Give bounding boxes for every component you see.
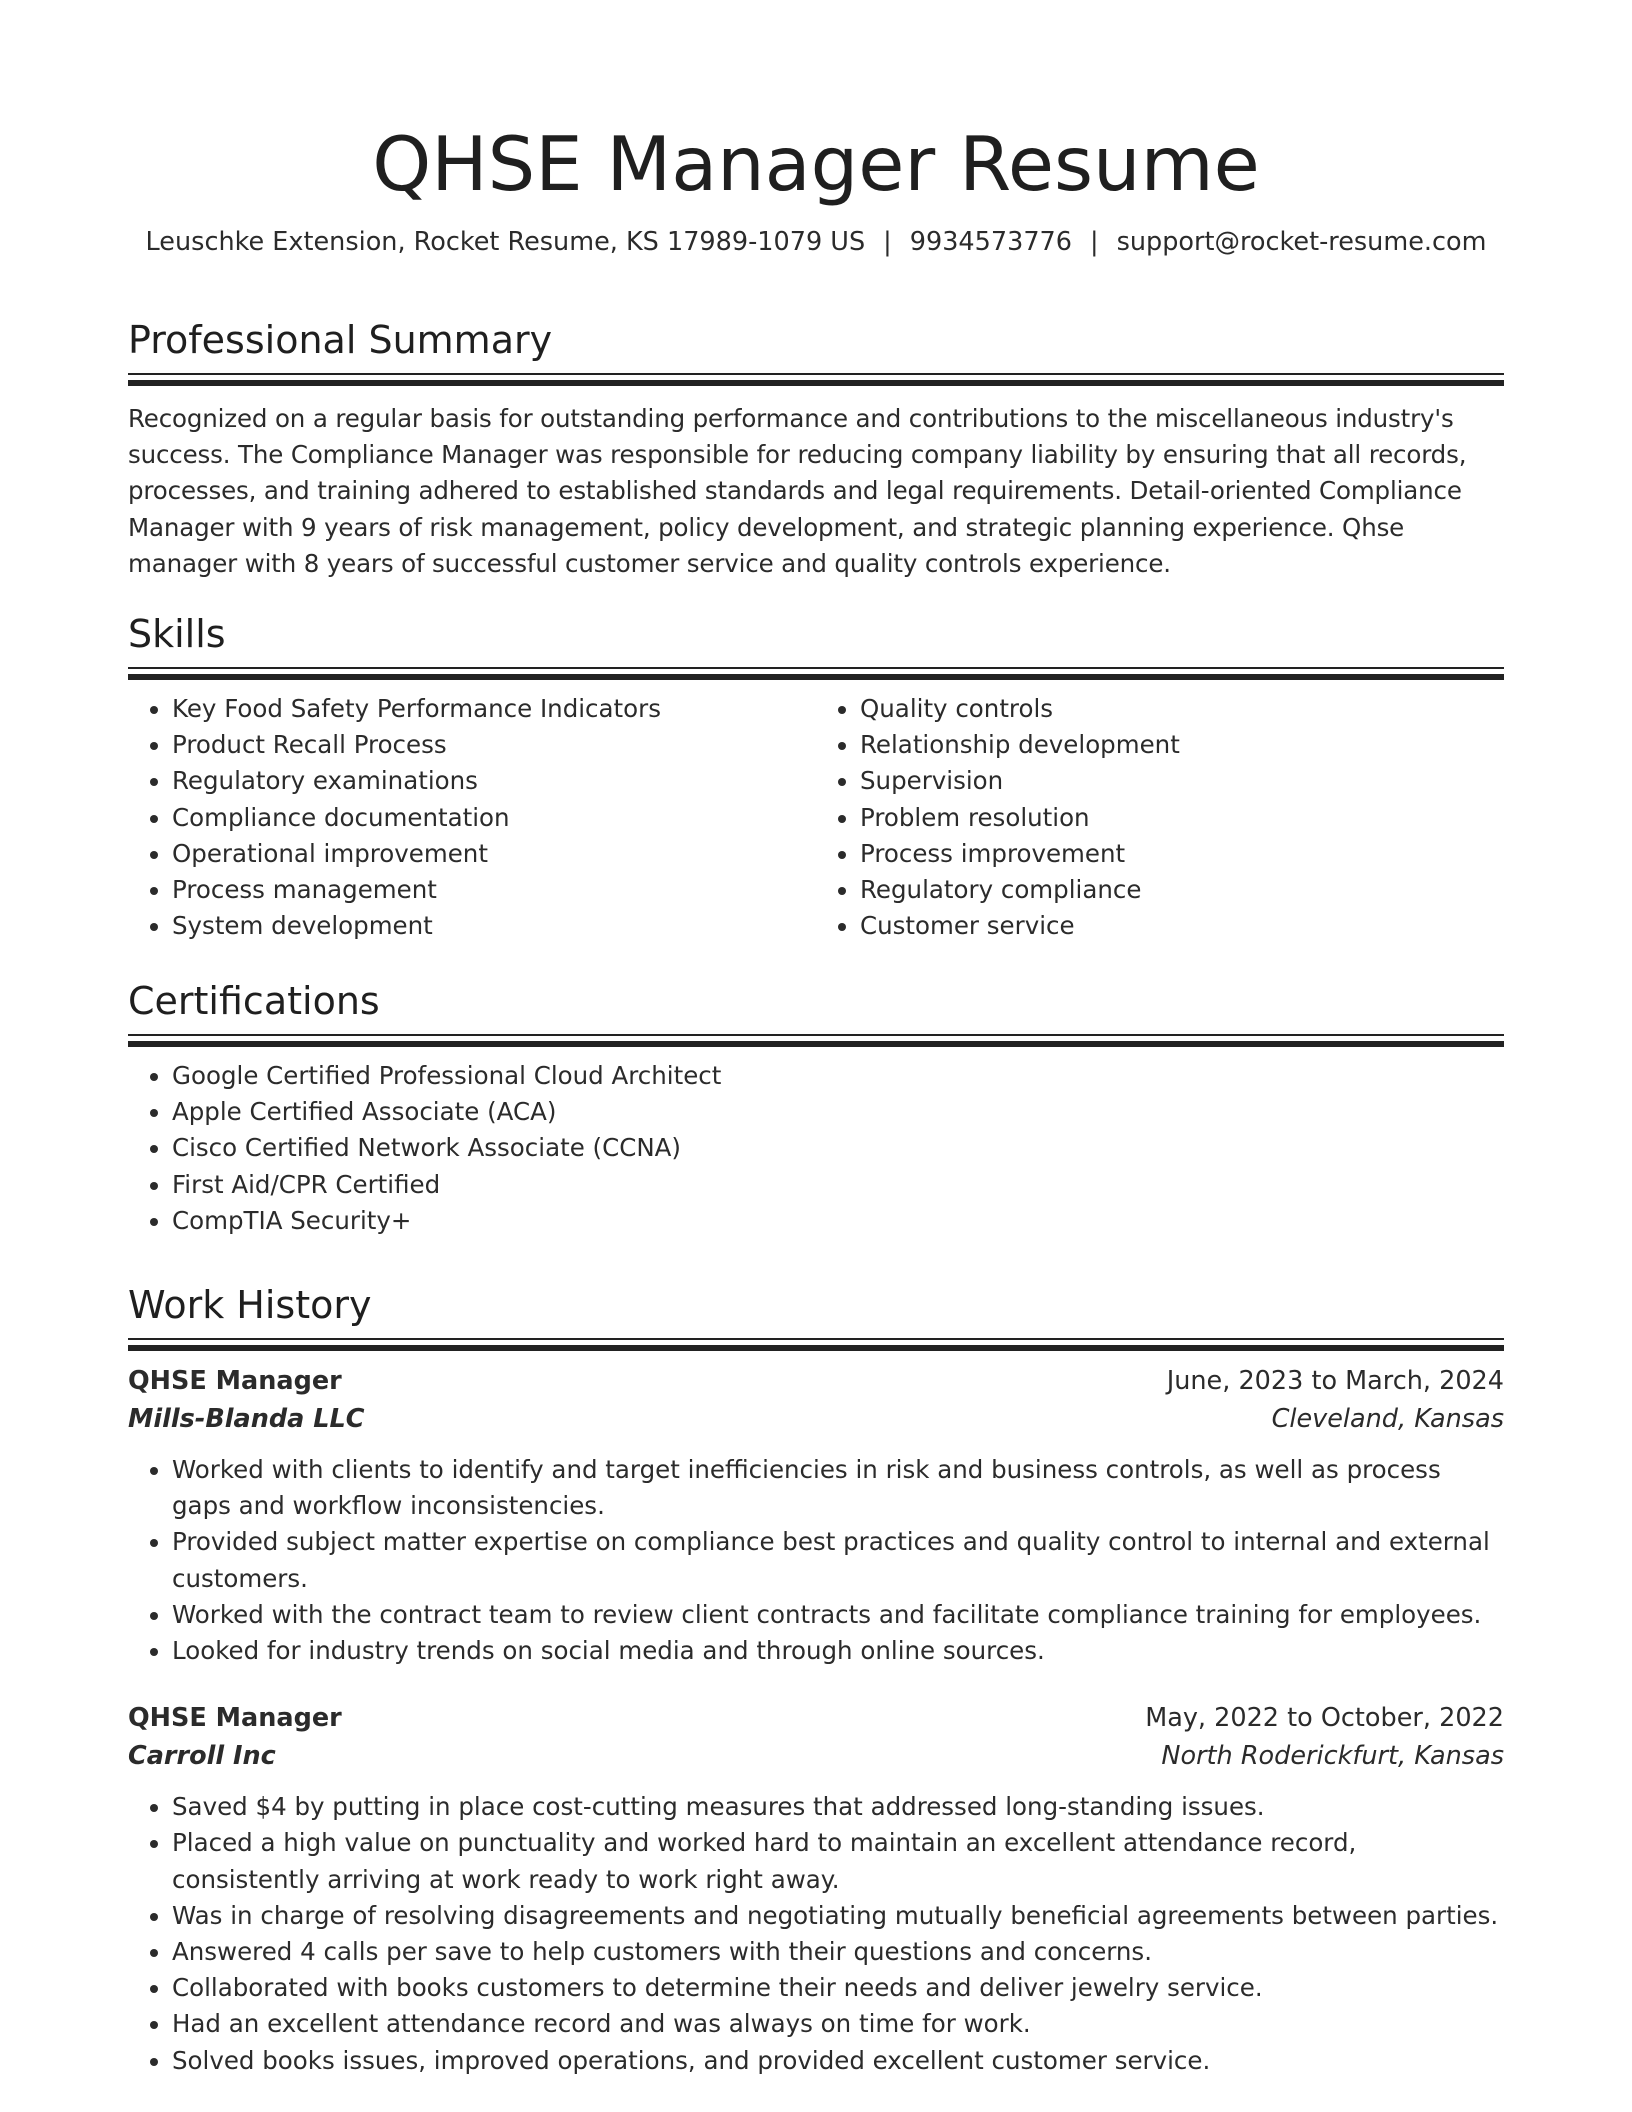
job-dates: June, 2023 to March, 2024 <box>1166 1366 1504 1396</box>
job-subheader <box>128 1737 1504 1775</box>
job-bullets <box>128 1452 1504 1669</box>
skill-item: • Supervision <box>860 763 1504 799</box>
skill-item: • Regulatory compliance <box>860 872 1504 908</box>
section-heading: Professional Summary <box>128 318 553 362</box>
contact-separator: | <box>883 227 892 257</box>
job-subheader <box>128 1400 1504 1438</box>
job-bullet: • Solved books issues, improved operations, and provided excellent customer service. <box>172 2043 1504 2079</box>
job-title: QHSE Manager <box>128 1703 342 1734</box>
skill-item: • Product Recall Process <box>172 727 816 763</box>
skill-item: • Compliance documentation <box>172 800 816 836</box>
job-bullet: • Placed a high value on punctuality and worked hard to maintain an excellent attendance record, consistently arriving at work ready to work right away. <box>172 1825 1504 1897</box>
skill-item: • Regulatory examinations <box>172 763 816 799</box>
job-location: Cleveland, Kansas <box>1271 1404 1504 1434</box>
skill-item: • Process management <box>172 872 816 908</box>
job-bullet: • Provided subject matter expertise on compliance best practices and quality control to internal and external customers. <box>172 1524 1504 1596</box>
job-bullet: • Answered 4 calls per save to help customers with their questions and concerns. <box>172 1934 1504 1970</box>
skill-item: • Operational improvement <box>172 836 816 872</box>
job-title: QHSE Manager <box>128 1366 342 1396</box>
job-header <box>128 1699 1504 1737</box>
section-divider <box>128 1338 1504 1352</box>
skill-item: • System development <box>172 908 816 944</box>
certification-item: • Apple Certified Associate (ACA) <box>172 1094 1504 1130</box>
contact-line <box>128 224 1504 260</box>
certification-item: • Cisco Certified Network Associate (CCNA) <box>172 1130 1504 1166</box>
job-entry <box>128 1699 1504 2079</box>
skills-list-right <box>816 691 1504 944</box>
job-header <box>128 1362 1504 1400</box>
skill-item: • Quality controls <box>860 691 1504 727</box>
contact-separator: | <box>1090 227 1099 257</box>
certifications-list <box>128 1058 1504 1239</box>
job-bullet: • Was in charge of resolving disagreements and negotiating mutually beneficial agreements between parties. <box>172 1898 1504 1934</box>
work-history-section <box>128 1280 1504 2079</box>
resume-page <box>128 0 1504 2075</box>
skill-item: • Process improvement <box>860 836 1504 872</box>
contact-address: Leuschke Extension, Rocket Resume, KS 17989-1079 US <box>145 227 866 257</box>
skill-item: • Customer service <box>860 908 1504 944</box>
contact-phone: 9934573776 <box>909 227 1072 257</box>
certification-item: • CompTIA Security+ <box>172 1203 1504 1239</box>
skills-list-left <box>128 691 816 944</box>
job-entry <box>128 1362 1504 1669</box>
section-heading: Work History <box>128 1283 372 1327</box>
certification-item: • Google Certified Professional Cloud Architect <box>172 1058 1504 1094</box>
resume-title: QHSE Manager Resume <box>372 120 1260 208</box>
job-bullet: • Worked with clients to identify and target inefficiencies in risk and business controls, as well as process gaps and workflow inconsistencies. <box>172 1452 1504 1524</box>
section-heading: Certifications <box>128 979 380 1023</box>
job-bullet: • Collaborated with books customers to determine their needs and deliver jewelry service. <box>172 1970 1504 2006</box>
job-bullet: • Saved $4 by putting in place cost-cutting measures that addressed long-standing issues. <box>172 1789 1504 1825</box>
skills-section <box>128 609 1504 944</box>
job-company: Mills-Blanda LLC <box>128 1404 365 1434</box>
job-company: Carroll Inc <box>128 1741 276 1772</box>
certification-item: • First Aid/CPR Certified <box>172 1167 1504 1203</box>
job-bullet: • Had an excellent attendance record and was always on time for work. <box>172 2006 1504 2042</box>
skills-grid <box>128 691 1504 944</box>
summary-text: Recognized on a regular basis for outstanding performance and contributions to the miscellaneous industry's success. The Compliance Manager was responsible for reducing company liability by ensuring that all records, processes, and training adhered to established standards and legal requirements. Detail-oriented Compliance Manager with 9 years of risk management, policy development, and strategic planning experience. Qhse manager with 8 years of successful customer service and quality controls experience. <box>128 404 1467 578</box>
job-bullets <box>128 1789 1504 2079</box>
job-bullet: • Worked with the contract team to review client contracts and facilitate compliance training for employees. <box>172 1597 1504 1633</box>
job-dates: May, 2022 to October, 2022 <box>1145 1703 1504 1734</box>
skill-item: • Key Food Safety Performance Indicators <box>172 691 816 727</box>
section-divider <box>128 373 1504 387</box>
skill-item: • Problem resolution <box>860 800 1504 836</box>
job-bullet: • Looked for industry trends on social media and through online sources. <box>172 1633 1504 1669</box>
summary-section <box>128 315 1504 582</box>
job-location: North Roderickfurt, Kansas <box>1161 1741 1504 1772</box>
section-divider <box>128 1034 1504 1048</box>
skill-item: • Relationship development <box>860 727 1504 763</box>
certifications-section <box>128 976 1504 1239</box>
section-heading: Skills <box>128 612 226 656</box>
contact-email: support@rocket-resume.com <box>1116 227 1487 257</box>
section-divider <box>128 667 1504 681</box>
